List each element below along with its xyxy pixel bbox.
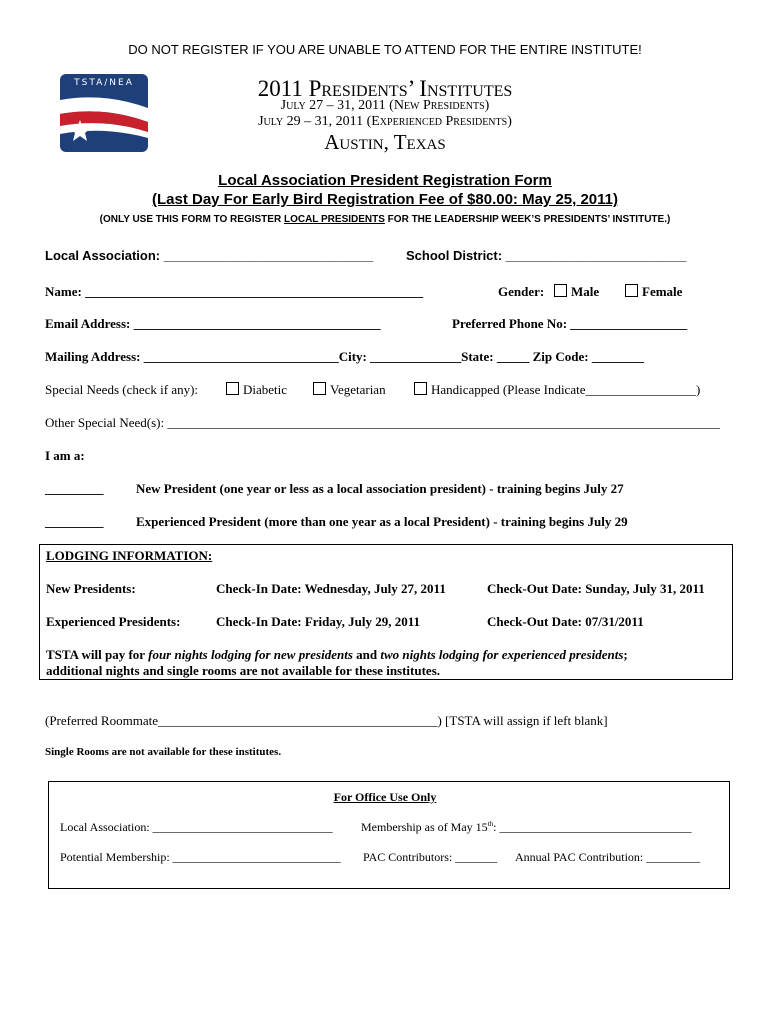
note-prefix: (ONLY USE THIS FORM TO REGISTER [99, 214, 284, 225]
experienced-presidents-checkin: Check-In Date: Friday, July 29, 2011 [216, 614, 421, 629]
pay-text-1: TSTA will pay for [46, 647, 149, 662]
note-local-presidents: LOCAL PRESIDENTS [283, 214, 385, 225]
other-special-needs-field[interactable]: Other Special Need(s): _____________________________________________________________________________________ [45, 415, 720, 430]
new-presidents-checkout: Check-Out Date: Sunday, July 31, 2011 [487, 581, 705, 596]
experienced-presidents-dates: July 29 – 31, 2011 (Experienced Presidents) [258, 114, 512, 129]
new-presidents-checkin: Check-In Date: Wednesday, July 27, 2011 [216, 581, 446, 596]
membership-blank: : ________________________________ [493, 820, 692, 834]
new-president-blank[interactable]: _________ [45, 481, 104, 496]
vegetarian-label: Vegetarian [330, 382, 386, 397]
logo-text: TSTA/NEA [74, 78, 134, 88]
office-local-association-field[interactable]: Local Association: ______________________________ [60, 820, 333, 834]
form-usage-note [0, 214, 770, 225]
early-bird-deadline: (Last Day For Early Bird Registration Fee of $80.00: May 25, 2011) [151, 191, 618, 208]
note-suffix: FOR THE LEADERSHIP WEEK’S PRESIDENTS’ INSTITUTE.) [384, 214, 671, 225]
handicapped-label: Handicapped (Please Indicate_________________) [431, 382, 701, 397]
handicapped-option[interactable] [414, 382, 700, 398]
vegetarian-option[interactable] [313, 382, 386, 398]
vegetarian-checkbox[interactable] [313, 382, 326, 395]
diabetic-option[interactable] [226, 382, 287, 398]
pac-contributors-field[interactable]: PAC Contributors: _______ [363, 850, 498, 864]
mailing-address-field[interactable]: Mailing Address: ______________________________City: ______________State: _____ Zip Code: ________ [45, 349, 644, 364]
new-president-option: New President (one year or less as a local association president) - training begins July 27 [136, 481, 624, 496]
i-am-a-label: I am a: [45, 448, 85, 463]
pay-new-nights: four nights lodging for new presidents [148, 647, 353, 662]
female-checkbox[interactable] [625, 284, 638, 297]
experienced-president-blank[interactable]: _________ [45, 514, 104, 529]
diabetic-checkbox[interactable] [226, 382, 239, 395]
handicapped-checkbox[interactable] [414, 382, 427, 395]
experienced-president-option: Experienced President (more than one year as a local President) - training begins July 29 [136, 514, 628, 529]
single-rooms-note: Single Rooms are not available for these institutes. [45, 746, 282, 758]
male-checkbox[interactable] [554, 284, 567, 297]
phone-field[interactable]: Preferred Phone No: __________________ [452, 316, 688, 331]
email-field[interactable]: Email Address: ______________________________________ [45, 316, 381, 331]
lodging-restriction-note: additional nights and single rooms are not available for these institutes. [46, 663, 441, 678]
pay-text-5: ; [623, 647, 628, 662]
experienced-presidents-checkout: Check-Out Date: 07/31/2011 [487, 614, 644, 629]
pay-experienced-nights: two nights lodging for experienced presidents [380, 647, 624, 662]
office-use-title: For Office Use Only [333, 790, 437, 804]
new-presidents-dates: July 27 – 31, 2011 (New Presidents) [280, 98, 490, 113]
potential-membership-field[interactable]: Potential Membership: ____________________________ [60, 850, 341, 864]
experienced-presidents-lodging-label: Experienced Presidents: [46, 614, 181, 629]
diabetic-label: Diabetic [243, 382, 288, 397]
special-needs-label: Special Needs (check if any): [45, 382, 199, 397]
membership-label: Membership as of May 15 [361, 820, 488, 834]
gender-female-option[interactable] [625, 284, 682, 300]
membership-suffix: th [487, 820, 494, 828]
female-label: Female [642, 284, 683, 299]
male-label: Male [571, 284, 600, 299]
local-association-field[interactable]: Local Association: _____________________________ [45, 248, 374, 263]
form-title: Local Association President Registration Form [218, 172, 552, 189]
office-membership-field[interactable] [361, 820, 691, 835]
gender-male-option[interactable] [554, 284, 599, 300]
annual-pac-contribution-field[interactable]: Annual PAC Contribution: _________ [515, 850, 701, 864]
new-presidents-lodging-label: New Presidents: [46, 581, 136, 596]
school-district-field[interactable]: School District: _________________________ [406, 248, 687, 263]
name-field[interactable]: Name: ____________________________________________________ [45, 284, 424, 299]
institute-title: 2011 Presidents’ Institutes [257, 76, 513, 101]
pay-text-3: and [352, 647, 381, 662]
lodging-payment-note [46, 647, 628, 663]
location: Austin, Texas [324, 130, 446, 154]
preferred-roommate-field[interactable]: (Preferred Roommate___________________________________________) [TSTA will assign if left blank] [45, 713, 608, 728]
attendance-notice: DO NOT REGISTER IF YOU ARE UNABLE TO ATTEND FOR THE ENTIRE INSTITUTE! [128, 42, 642, 57]
lodging-header: LODGING INFORMATION: [46, 548, 213, 563]
gender-label: Gender: [498, 284, 545, 299]
